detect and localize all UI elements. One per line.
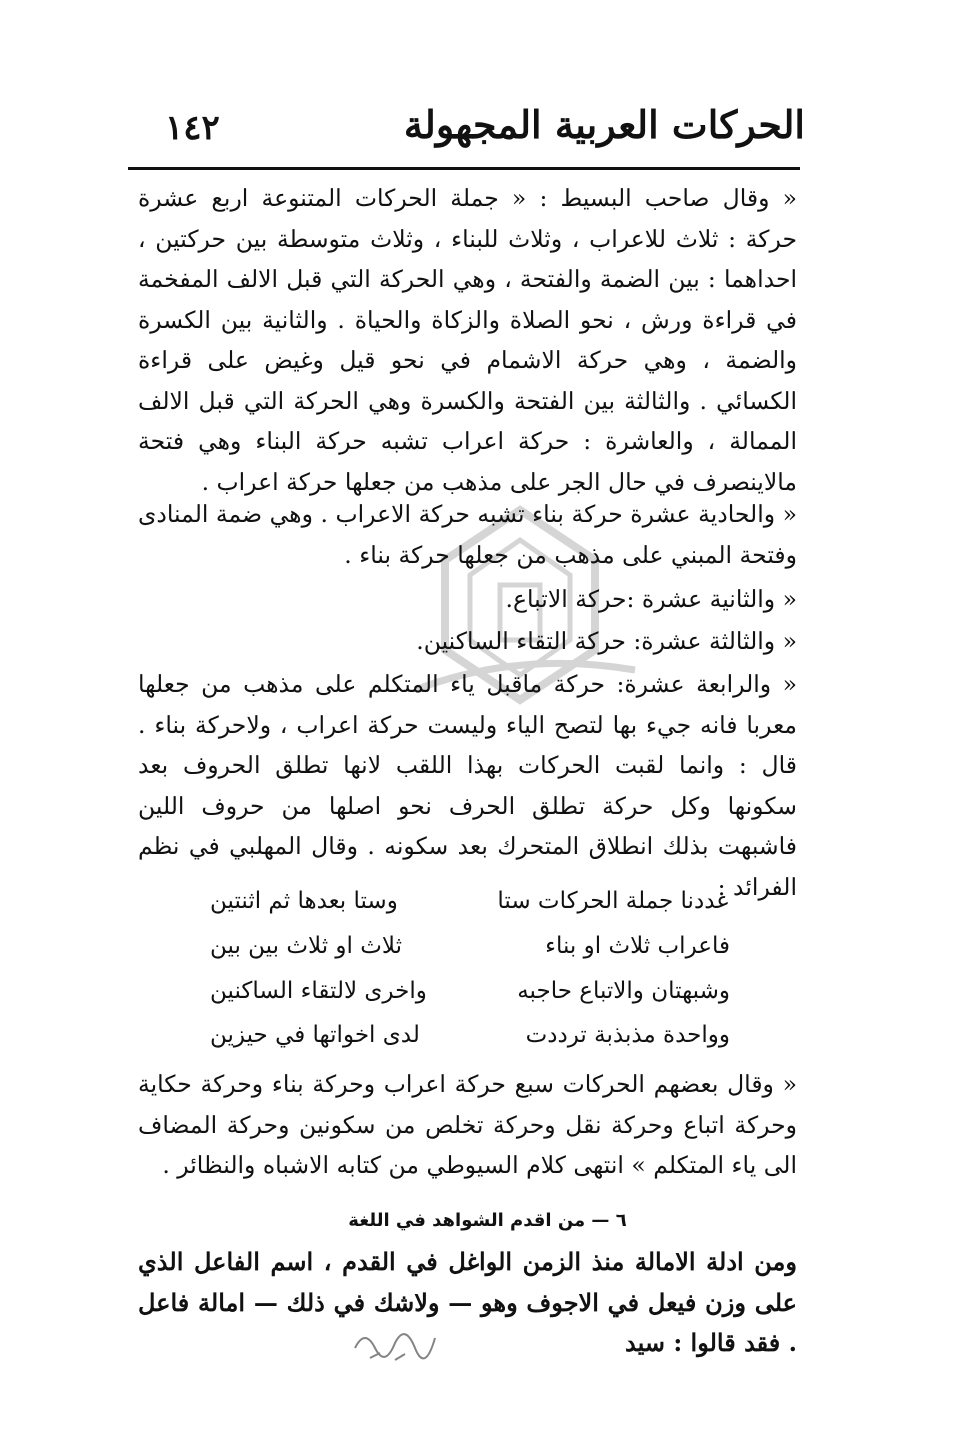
verse-second-hemistich: واخرى لالتقاء الساكنين	[210, 978, 427, 1004]
paragraph-basit: « وقال صاحب البسيط : « جملة الحركات المتنوعة اربع عشرة حركة : ثلاث للاعراب ، وثلاث للبناء ، وثلاث متوسطة بين حركتين ، احداهما : بين الضمة والفتحة ، وهي الحركة التي قبل الالف المفخمة في قراءة ورش ، نحو الصلاة والزكاة والحياة . والثانية بين الكسرة والضمة ، وهي حركة الاشمام في نحو قيل وغيض على قراءة الكسائي . والثالثة بين الفتحة والكسرة وهي الحركة التي قبل الالف الممالة ، والعاشرة : حركة اعراب تشبه حركة البناء وهي فتحة مالاينصرف في حال الجر على مذهب من جعلها حركة اعراب .	[138, 184, 797, 496]
paragraph-thirteenth: « والثالثة عشرة: حركة التقاء الساكنين.	[416, 627, 797, 655]
paragraph-fourteenth: « والرابعة عشرة: حركة ماقبل ياء المتكلم على مذهب من جعلها معربا فانه جيء بها لتصح الياء وليست حركة اعراب ، ولاحركة بناء . قال : وانما لقبت الحركات بهذا اللقب لانها تطلق الحروف بعد سكونها وكل حركة تطلق الحرف نحو اصلها من حروف اللين فاشبهت بذلك انطلاق المتحرك بعد سكونه . وقال المهلبي في نظم الفرائد :	[138, 670, 797, 901]
running-title: الحركات العربية المجهولة	[403, 102, 805, 147]
verse-second-hemistich: ثلاث او ثلاث بين بين	[210, 933, 402, 959]
header-rule	[128, 167, 800, 170]
verse-first-hemistich: عددنا جملة الحركات ستا	[497, 888, 730, 914]
verse-first-hemistich: وشبهتان والاتباع حاجبه	[517, 978, 730, 1004]
page-header	[125, 100, 825, 160]
paragraph-seven-movements: « وقال بعضهم الحركات سبع حركة اعراب وحركة بناء وحركة حكاية وحركة اتباع وحركة نقل وحركة تخلص من سكونين وحركة المضاف الى ياء المتكلم » انتهى كلام السيوطي من كتابه الاشباه والنظائر .	[138, 1070, 797, 1179]
section-heading: ٦ — من اقدم الشواهد في اللغة	[348, 1210, 627, 1231]
verse-line	[210, 933, 730, 971]
paragraph-eleventh: « والحادية عشرة حركة بناء تشبه حركة الاعراب . وهي ضمة المنادى وفتحة المبني على مذهب من جعلها حركة بناء .	[138, 500, 797, 569]
handwritten-mark	[350, 1318, 440, 1368]
verse-line	[210, 1022, 730, 1060]
paragraph-twelfth: « والثانية عشرة :حركة الاتباع.	[505, 585, 797, 613]
verse-second-hemistich: لدى اخواتها في حيزين	[210, 1022, 420, 1048]
verse-second-hemistich: وستا بعدها ثم اثنتين	[210, 888, 398, 914]
closing-paragraph: ومن ادلة الامالة منذ الزمن الواغل في القدم ، اسم الفاعل الذي على وزن فيعل في الاجوف وهو — ولاشك في ذلك — امالة فاعل . فقد قالوا : سيد	[138, 1247, 797, 1357]
verse-first-hemistich: فاعراب ثلاث او بناء	[545, 933, 730, 959]
verse-line	[210, 888, 730, 926]
page-number: ١٤٢	[165, 108, 220, 148]
verse-first-hemistich: وواحدة مذبذبة ترددت	[525, 1022, 730, 1048]
verse-line	[210, 978, 730, 1016]
